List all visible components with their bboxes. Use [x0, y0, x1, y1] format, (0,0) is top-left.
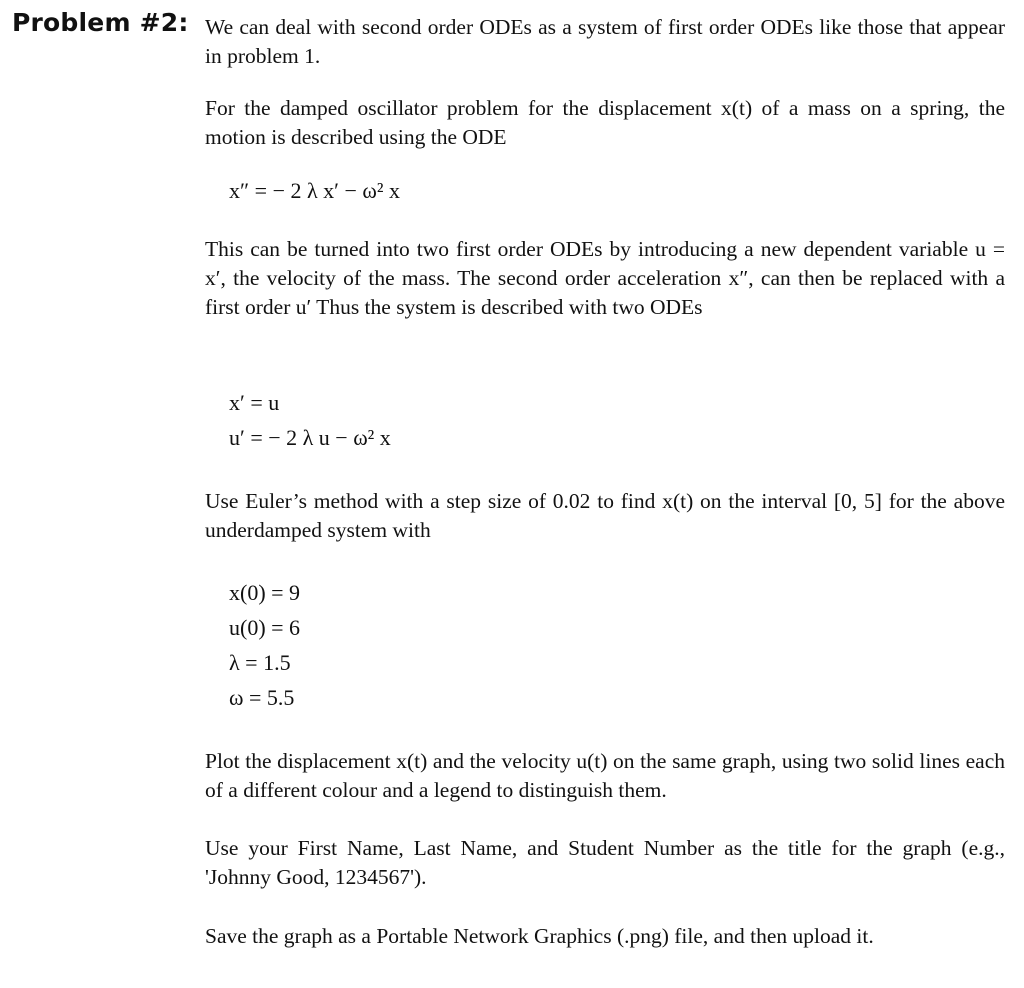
intro-paragraph: We can deal with second order ODEs as a system of first order ODEs like those that appear in problem 1.	[205, 15, 1005, 68]
problem-label: Problem #2:	[12, 8, 189, 37]
transform-paragraph: This can be turned into two first order ODEs by introducing a new dependent variable u = x′, the velocity of the mass. The second order acceleration x″, can then be replaced with a first order u′ Thus the system is described with two ODEs	[205, 237, 1005, 319]
system-equation-u: u′ = − 2 λ u − ω² x	[229, 425, 391, 450]
system-equation-x: x′ = u	[229, 390, 280, 415]
initial-condition-u: u(0) = 6	[229, 615, 301, 640]
euler-method-paragraph: Use Euler’s method with a step size of 0.02 to find x(t) on the interval [0, 5] for the above underdamped system with	[205, 489, 1005, 542]
parameter-omega: ω = 5.5	[229, 685, 295, 710]
save-instructions-paragraph: Save the graph as a Portable Network Graphics (.png) file, and then upload it.	[205, 924, 874, 948]
problem-body	[205, 0, 1005, 988]
second-order-ode-equation: x″ = − 2 λ x′ − ω² x	[229, 178, 400, 203]
plot-instructions-paragraph: Plot the displacement x(t) and the velocity u(t) on the same graph, using two solid lines each of a different colour and a legend to distinguish them.	[205, 749, 1005, 802]
initial-condition-x: x(0) = 9	[229, 580, 301, 605]
title-instructions-paragraph: Use your First Name, Last Name, and Student Number as the title for the graph (e.g., 'Johnny Good, 1234567').	[205, 836, 1005, 889]
damped-oscillator-paragraph: For the damped oscillator problem for the displacement x(t) of a mass on a spring, the motion is described using the ODE	[205, 96, 1005, 149]
parameter-lambda: λ = 1.5	[229, 650, 291, 675]
